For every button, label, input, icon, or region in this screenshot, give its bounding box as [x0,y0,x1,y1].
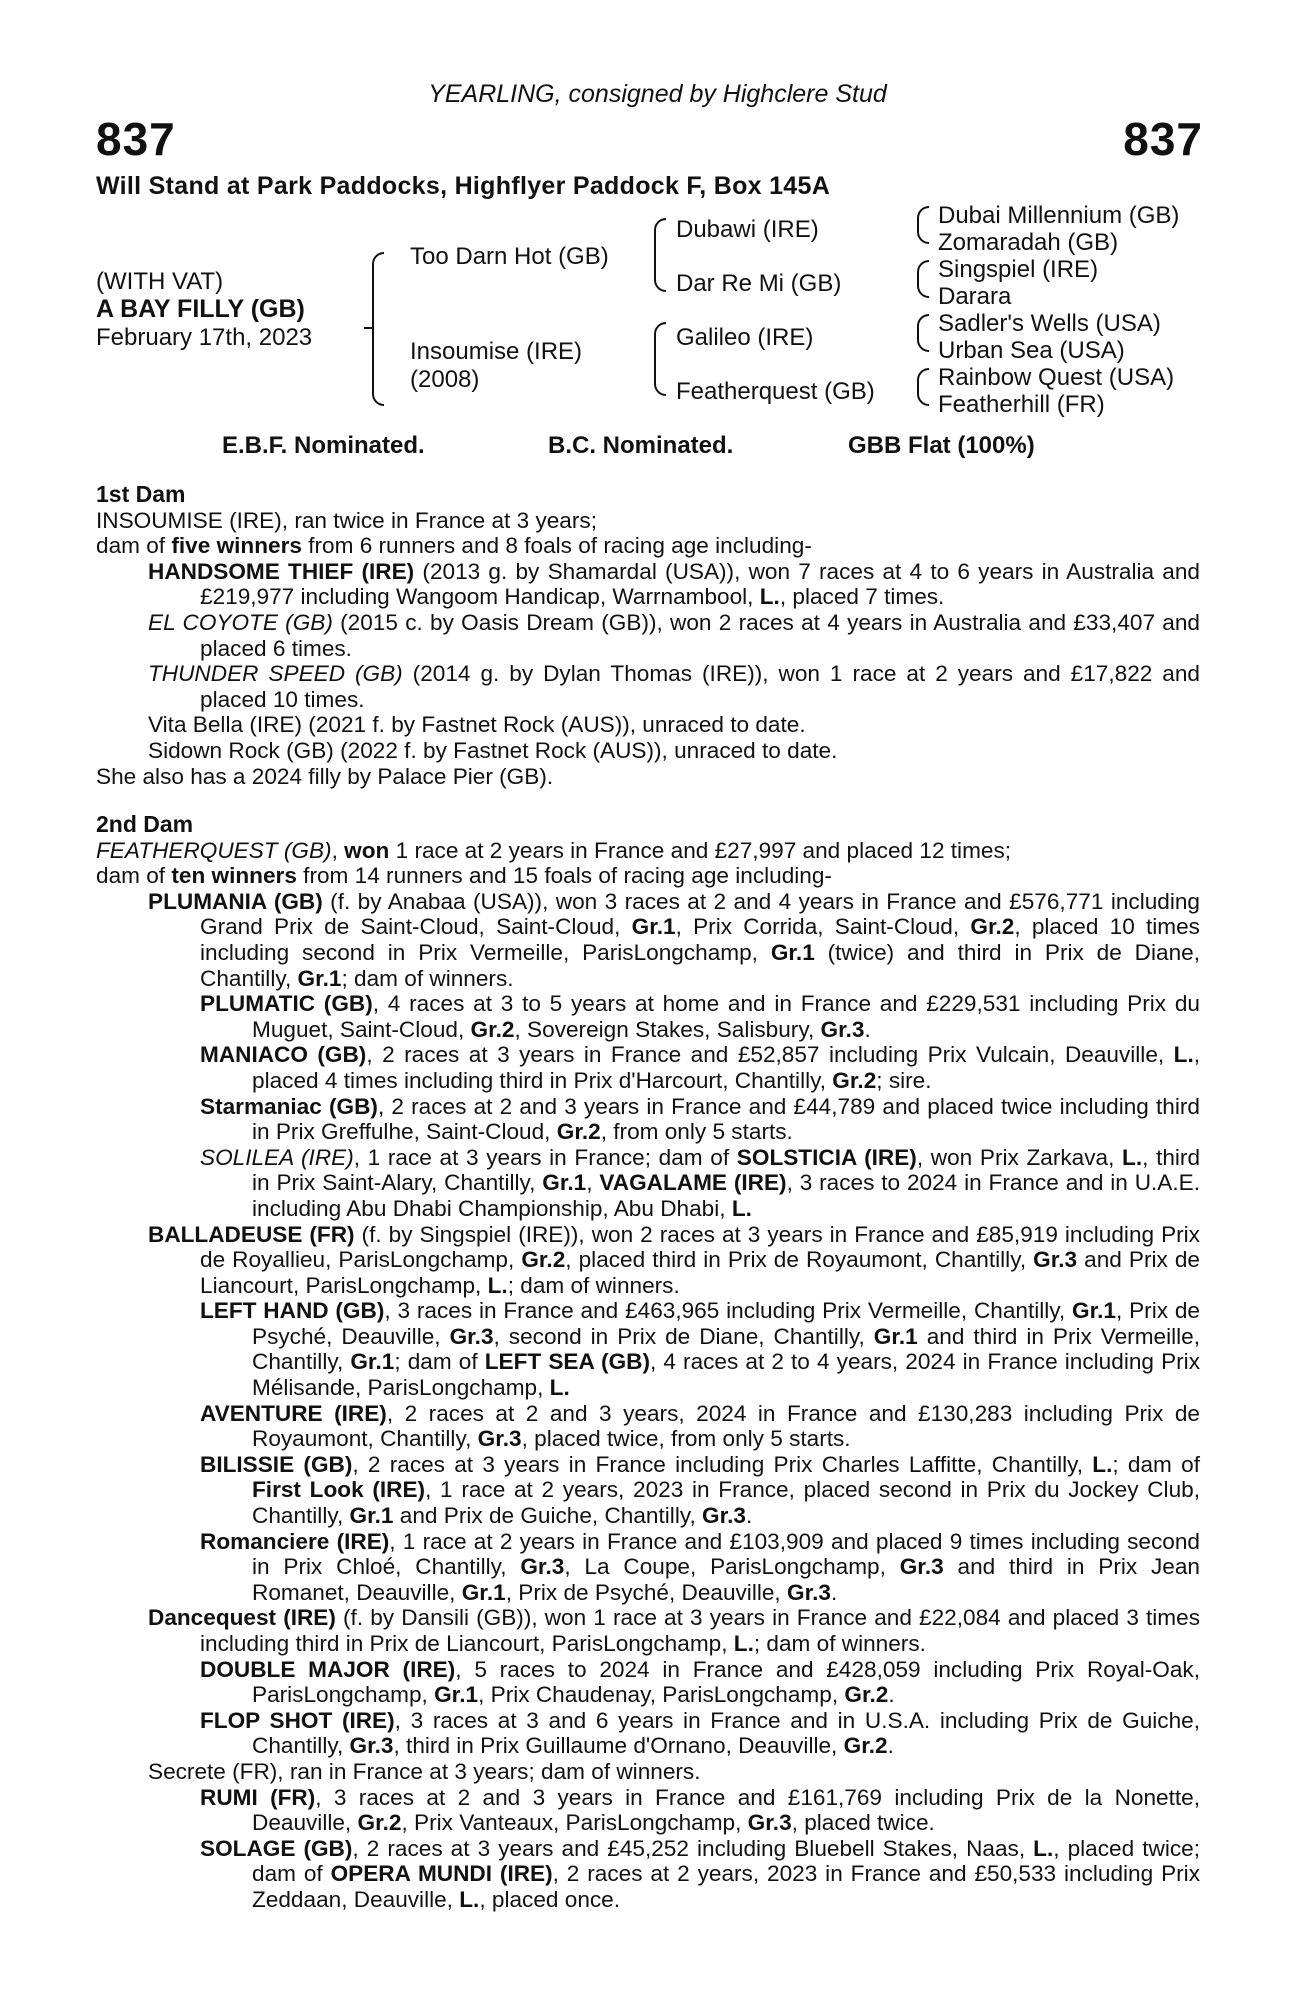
ssd: Zomaradah (GB) [938,229,1119,256]
second-dam-section [96,812,1200,1913]
vat-note: (WITH VAT) [96,268,224,295]
sds: Singspiel (IRE) [938,256,1099,283]
brace-dd [917,368,929,406]
produce-entry: RUMI (FR), 3 races at 2 and 3 years in France and £161,769 including Prix de la Nonette, Deauville, Gr.2, Prix Vanteaux, ParisLongchamp, Gr.3, placed twice. [200,1784,1200,1836]
produce-entry: HANDSOME THIEF (IRE) (2013 g. by Shamardal (USA)), won 7 races at 4 to 6 years in Australia and £219,977 including Wangoom Handicap, Warrnambool, L., placed 7 times. [148,558,1200,610]
sire-sire: Dubawi (IRE) [676,216,819,243]
produce-entry: DOUBLE MAJOR (IRE), 5 races to 2024 in France and £428,059 including Prix Royal-Oak, ParisLongchamp, Gr.1, Prix Chaudenay, ParisLongchamp, Gr.2. [200,1656,1200,1708]
produce-entry: BALLADEUSE (FR) (f. by Singspiel (IRE)), won 2 races at 3 years in France and £85,919 including Prix de Royallieu, ParisLongchamp, Gr.2, placed third in Prix de Royaumont, Chantilly, Gr.3 and Prix de Liancourt, ParisLongchamp, L.; dam of winners. [148,1221,1200,1298]
gbb-flat: GBB Flat (100%) [848,432,1035,459]
dam-dam: Featherquest (GB) [676,378,875,405]
second-dam-heading: 2nd Dam [96,811,194,837]
bc-nomination: B.C. Nominated. [548,432,734,459]
produce-entry: Secrete (FR), ran in France at 3 years; dam of winners. [148,1758,701,1784]
ebf-nomination: E.B.F. Nominated. [222,432,425,459]
produce-entry: THUNDER SPEED (GB) (2014 g. by Dylan Thomas (IRE)), won 1 race at 2 years and £17,822 and placed 10 times. [148,661,1201,712]
produce-entry: MANIACO (GB), 2 races at 3 years in France and £52,857 including Prix Vulcain, Deauville, L., placed 4 times including third in Prix d'Harcourt, Chantilly, Gr.2; sire. [200,1042,1201,1093]
horse-name: A BAY FILLY (GB) [96,295,305,323]
first-dam-section [96,482,1200,789]
brace-ds [917,314,929,352]
ddd: Featherhill (FR) [938,391,1105,418]
dam-year: (2008) [410,366,480,393]
stand-location: Will Stand at Park Paddocks, Highflyer Paddock F, Box 145A [96,172,831,200]
produce-entry: LEFT HAND (GB), 3 races in France and £463,965 including Prix Vermeille, Chantilly, Gr.1, Prix de Psyché, Deauville, Gr.3, second in Prix de Diane, Chantilly, Gr.1 and third in Prix Vermeille, Chantilly, Gr.1; dam of LEFT SEA (GB), 4 races at 2 to 4 years, 2024 in France including Prix Mélisande, ParisLongchamp, L. [200,1298,1200,1401]
sire: Too Darn Hot (GB) [410,243,609,270]
produce-note: She also has a 2024 filly by Palace Pier (GB). [96,763,554,789]
brace-sd [917,260,929,298]
dsd: Urban Sea (USA) [938,337,1125,364]
brace-main [372,252,384,406]
catalogue-subtitle: YEARLING, consigned by Highclere Stud [428,80,887,108]
sss: Dubai Millennium (GB) [938,202,1180,229]
brace-main-point [364,327,372,329]
sire-dam: Dar Re Mi (GB) [676,270,842,297]
brace-ss [917,206,929,244]
brace-dam [654,322,666,396]
brace-sire [654,218,666,292]
first-dam-heading: 1st Dam [96,481,186,507]
produce-entry: SOLILEA (IRE), 1 race at 3 years in France; dam of SOLSTICIA (IRE), won Prix Zarkava, L., third in Prix Saint-Alary, Chantilly, Gr.1, VAGALAME (IRE), 3 races to 2024 in France and in U.A.E. including Abu Dhabi Championship, Abu Dhabi, L. [200,1144,1201,1221]
produce-entry: Sidown Rock (GB) (2022 f. by Fastnet Rock (AUS)), unraced to date. [148,737,838,763]
dss: Sadler's Wells (USA) [938,310,1161,337]
produce-entry: Dancequest (IRE) (f. by Dansili (GB)), won 1 race at 3 years in France and £22,084 and placed 3 times including third in Prix de Liancourt, ParisLongchamp, L.; dam of winners. [148,1605,1200,1656]
first-dam-produce-summary: dam of five winners from 6 runners and 8 foals of racing age including- [96,533,812,559]
lot-number-right: 837 [1123,113,1203,165]
produce-entry: PLUMANIA (GB) (f. by Anabaa (USA)), won 3 races at 2 and 4 years in France and £576,771 including Grand Prix de Saint-Cloud, Saint-Cloud, Gr.1, Prix Corrida, Saint-Cloud, Gr.2, placed 10 times including second in Prix Vermeille, ParisLongchamp, Gr.1 (twice) and third in Prix de Diane, Chantilly, Gr.1; dam of winners. [148,888,1200,991]
produce-entry: BILISSIE (GB), 2 races at 3 years in France including Prix Charles Laffitte, Chantilly, L.; dam of First Look (IRE), 1 race at 2 years, 2023 in France, placed second in Prix du Jockey Club, Chantilly, Gr.1 and Prix de Guiche, Chantilly, Gr.3. [200,1451,1200,1529]
produce-entry: Romanciere (IRE), 1 race at 2 years in France and £103,909 and placed 9 times including second in Prix Chloé, Chantilly, Gr.3, La Coupe, ParisLongchamp, Gr.3 and third in Prix Jean Romanet, Deauville, Gr.1, Prix de Psyché, Deauville, Gr.3. [200,1528,1200,1605]
produce-entry: AVENTURE (IRE), 2 races at 2 and 3 years, 2024 in France and £130,283 including Prix de Royaumont, Chantilly, Gr.3, placed twice, from only 5 starts. [200,1400,1200,1452]
produce-entry: SOLAGE (GB), 2 races at 3 years and £45,252 including Bluebell Stakes, Naas, L., placed twice; dam of OPERA MUNDI (IRE), 2 races at 2 years, 2023 in France and £50,533 including Prix Zeddaan, Deauville, L., placed once. [200,1835,1200,1912]
dds: Rainbow Quest (USA) [938,364,1175,391]
produce-entry: Vita Bella (IRE) (2021 f. by Fastnet Rock (AUS)), unraced to date. [148,712,806,738]
produce-entry: PLUMATIC (GB), 4 races at 3 to 5 years at home and in France and £229,531 including Prix du Muguet, Saint-Cloud, Gr.2, Sovereign Stakes, Salisbury, Gr.3. [200,991,1200,1042]
sdd: Darara [938,283,1012,310]
horse-dob: February 17th, 2023 [96,324,313,351]
produce-entry: Starmaniac (GB), 2 races at 2 and 3 years in France and £44,789 and placed twice including third in Prix Greffulhe, Saint-Cloud, Gr.2, from only 5 starts. [200,1093,1200,1145]
second-dam-line: FEATHERQUEST (GB), won 1 race at 2 years in France and £27,997 and placed 12 times; [96,837,1012,863]
lot-number-left: 837 [96,113,176,165]
produce-entry: EL COYOTE (GB) (2015 c. by Oasis Dream (GB)), won 2 races at 4 years in Australia and £33,407 and placed 6 times. [148,609,1200,661]
second-dam-produce-summary: dam of ten winners from 14 runners and 15 foals of racing age including- [96,863,832,889]
first-dam-line: INSOUMISE (IRE), ran twice in France at 3 years; [96,507,597,533]
dam: Insoumise (IRE) [410,338,583,365]
dam-sire: Galileo (IRE) [676,324,814,351]
produce-entry: FLOP SHOT (IRE), 3 races at 3 and 6 years in France and in U.S.A. including Prix de Guiche, Chantilly, Gr.3, third in Prix Guillaume d'Ornano, Deauville, Gr.2. [200,1707,1200,1759]
